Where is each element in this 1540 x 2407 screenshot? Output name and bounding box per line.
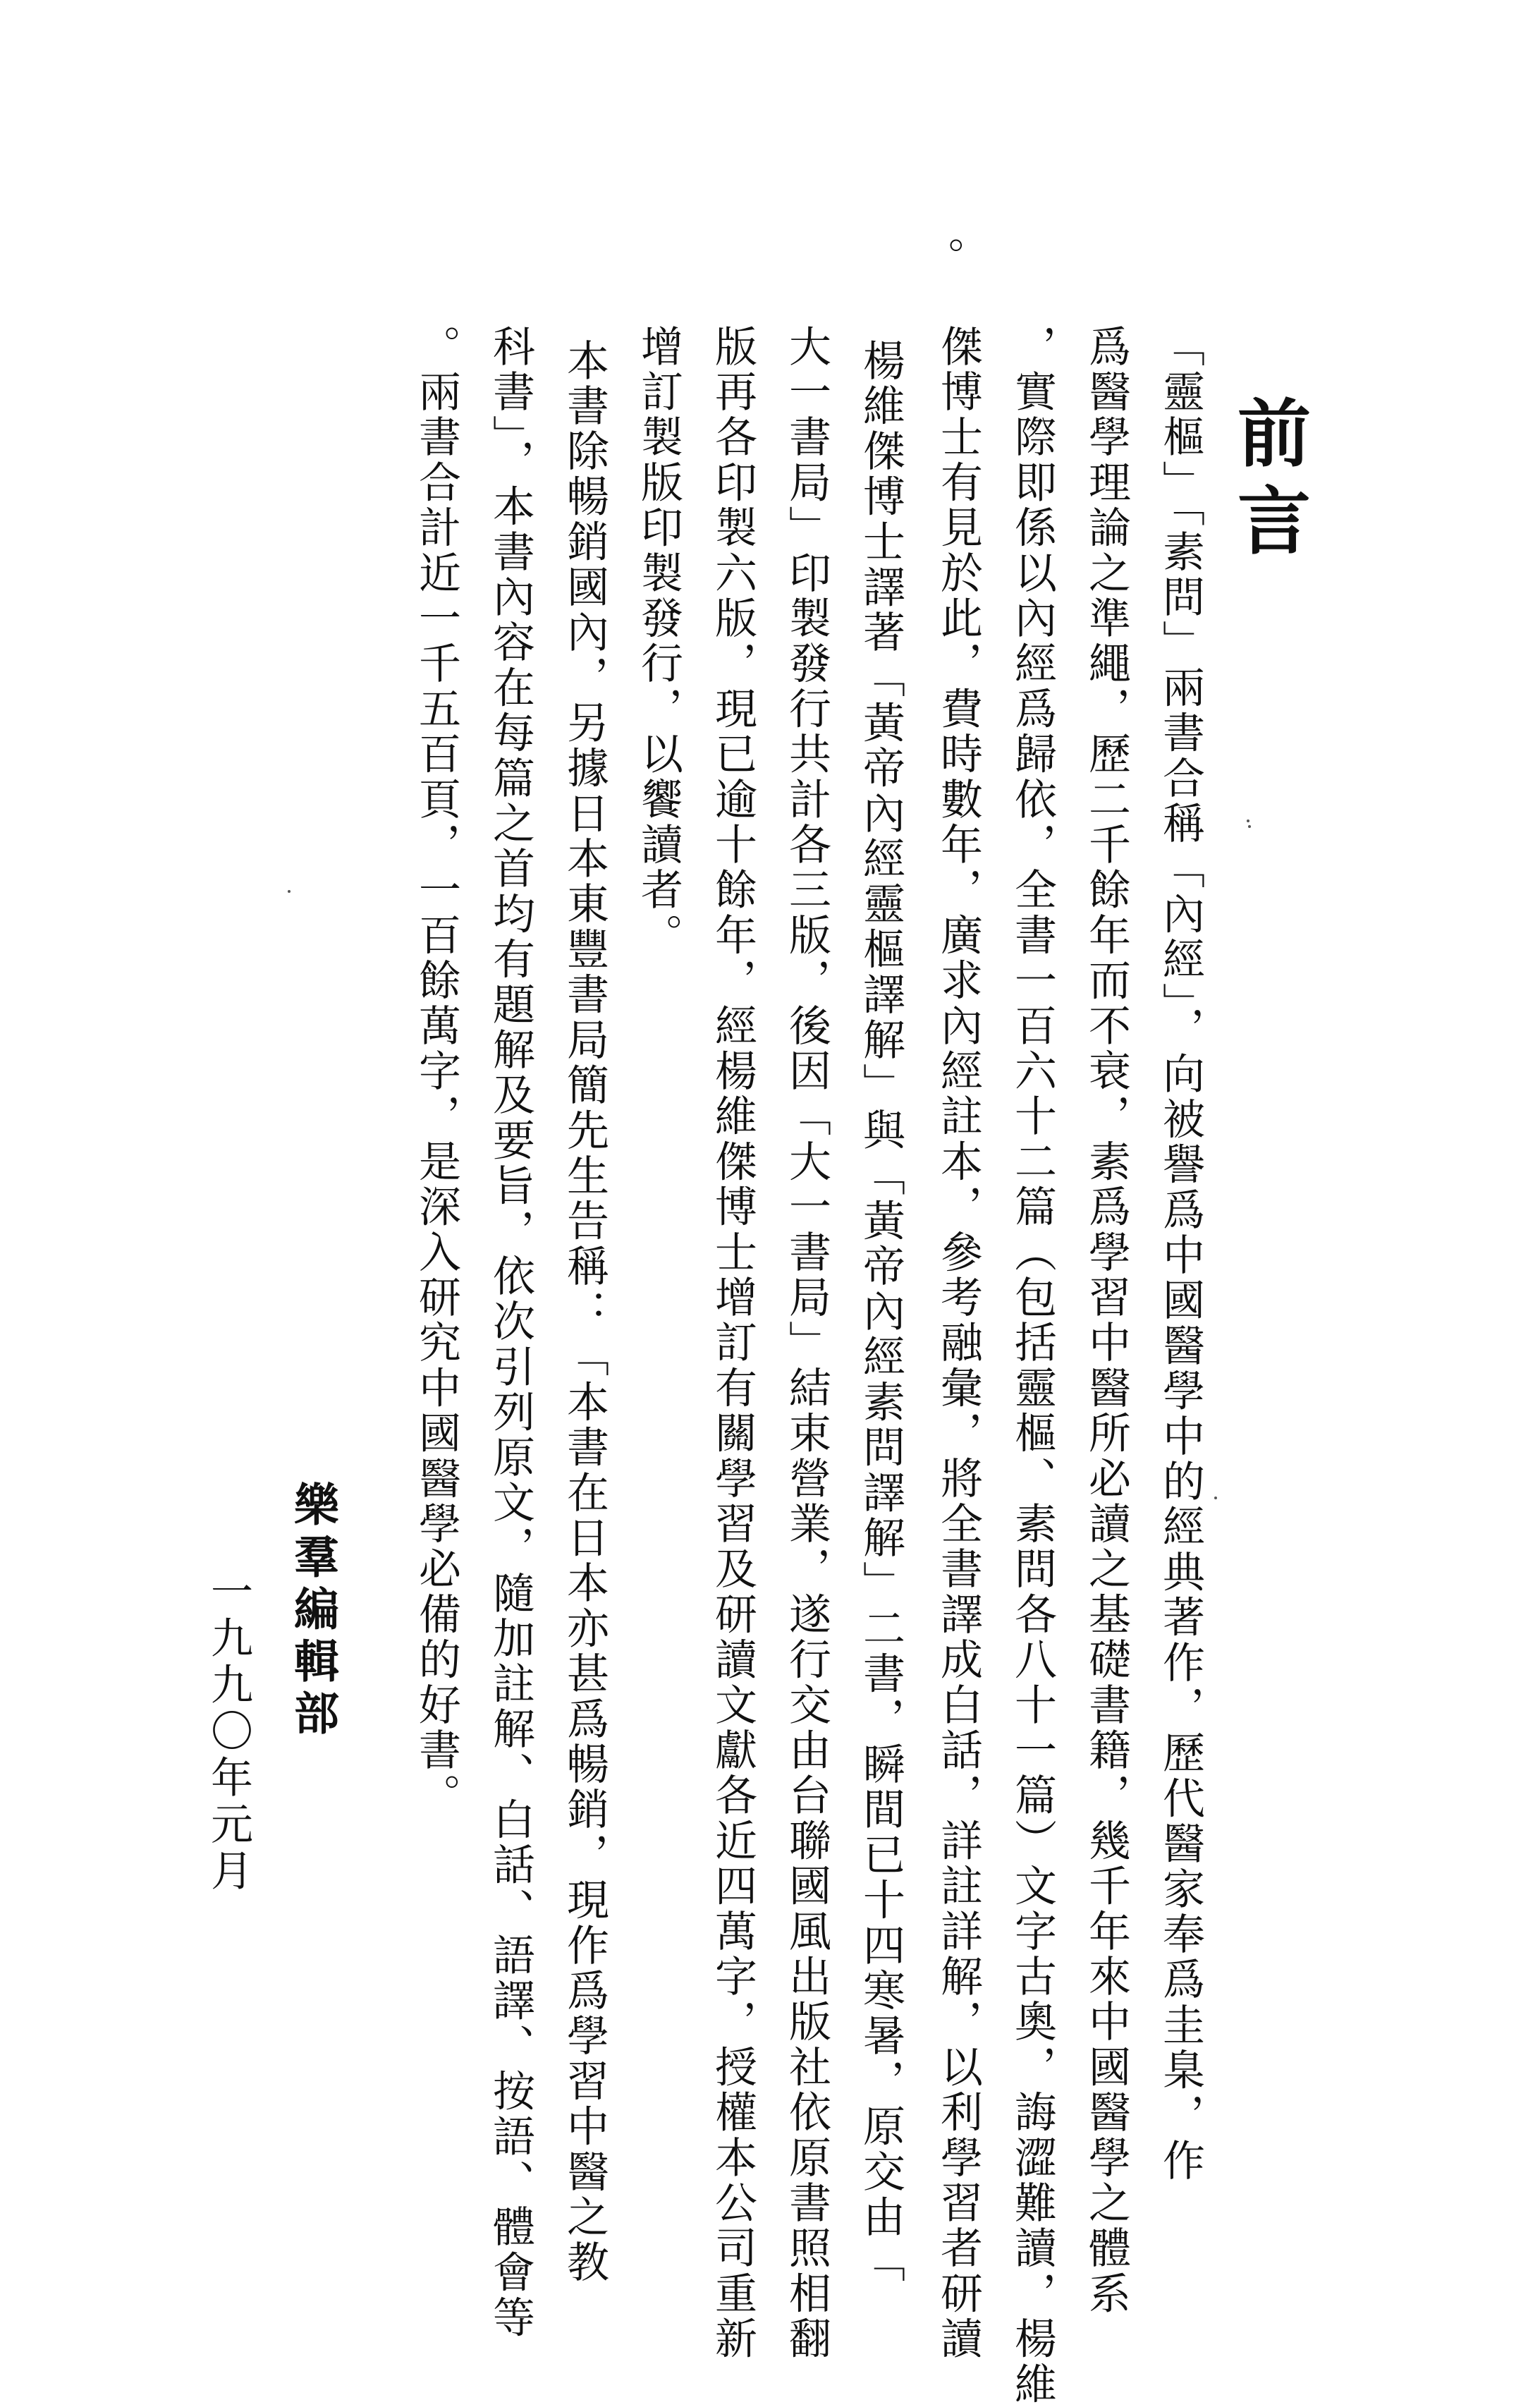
page-title: 前言 [1225, 395, 1312, 570]
paragraph-2-line-4: 增訂製版印製發行，以饗讀者。 [634, 324, 683, 958]
paragraph-3-line-1: 本書除暢銷國內，另據日本東豐書局簡先生告稱：「本書在日本亦甚爲暢銷，現作爲學習中醫之教 [560, 339, 609, 2286]
scan-speck [1248, 825, 1251, 828]
scan-speck [1247, 819, 1249, 822]
paragraph-2-line-3: 版再各印製六版，現已逾十餘年，經楊維傑博士增訂有關學習及研讀文獻各近四萬字，授權本公司重新 [708, 324, 757, 2362]
paragraph-1-line-3: ，實際即係以內經爲歸依，全書一百六十二篇（包括靈樞、素問各八十一篇）文字古奧，誨澀難讀，楊維 [1008, 324, 1057, 2407]
paragraph-1-line-5: 。 [916, 236, 965, 282]
paragraph-3-line-2: 科書」，本書內容在每篇之首均有題解及要旨，依次引列原文，隨加註解、白話、語譯、按語、體會等 [486, 324, 535, 2341]
scan-speck [1214, 1497, 1217, 1499]
paragraph-1-line-4: 傑博士有見於此，費時數年，廣求內經註本，參考融彙，將全書譯成白話，詳註詳解，以利學習者研讀 [934, 324, 983, 2362]
paragraph-2-line-1: 楊維傑博士譯著「黃帝內經靈樞譯解」與「黃帝內經素問譯解」二書，瞬間已十四寒暑，原交由「 [856, 339, 905, 2286]
paragraph-2-line-2: 大一書局」印製發行共計各三版，後因「大一書局」結束營業，遂行交由台聯國風出版社依原書照相翻 [782, 324, 831, 2362]
scan-speck [288, 890, 291, 893]
paragraph-3-line-3: 。兩書合計近一千五百頁，一百餘萬字，是深入研究中國醫學必備的好書。 [412, 324, 461, 1819]
paragraph-1-line-1: 「靈樞」「素問」兩書合稱「內經」，向被譽爲中國醫學中的經典著作，歷代醫家奉爲圭臬，作 [1156, 324, 1205, 2184]
signature: 樂羣編輯部 [286, 1481, 339, 1742]
date-line: 一九九〇年元月 [204, 1569, 253, 1895]
paragraph-1-line-2: 爲醫學理論之準繩，歷二千餘年而不衰，素爲學習中醫所必讀之基礎書籍，幾千年來中國醫學之體系 [1082, 324, 1131, 2317]
